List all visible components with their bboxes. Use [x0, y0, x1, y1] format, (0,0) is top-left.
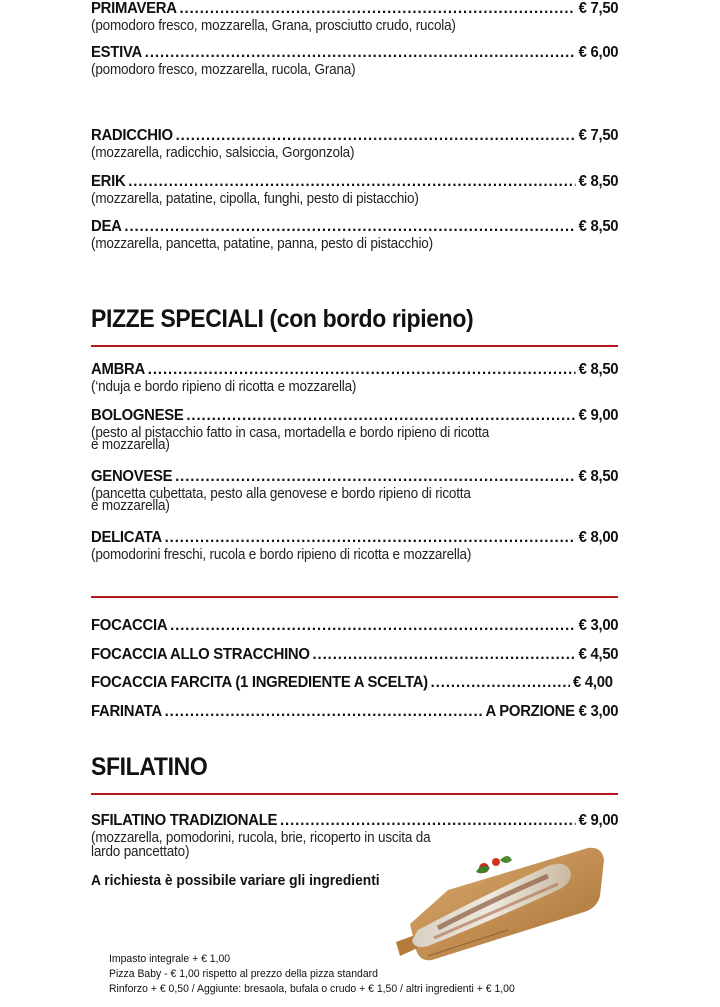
- item-price: € 4,50: [578, 646, 619, 663]
- item-name: FARINATA: [91, 703, 162, 720]
- menu-item-dea: [91, 218, 618, 251]
- item-price: € 9,00: [578, 812, 619, 829]
- item-description: e mozzarella): [91, 436, 170, 453]
- item-description: (mozzarella, patatine, cipolla, funghi, pesto di pistacchio): [91, 190, 419, 207]
- item-price: € 3,00: [578, 617, 619, 634]
- menu-item-radicchio: [91, 127, 618, 160]
- item-price: € 8,00: [578, 529, 619, 546]
- section-divider: [91, 596, 618, 598]
- item-name: FOCACCIA: [91, 617, 168, 634]
- dot-leader: [175, 468, 576, 486]
- footer-note-baby: Pizza Baby - € 1,00 rispetto al prezzo della pizza standard: [109, 968, 378, 980]
- item-price: € 7,50: [578, 0, 619, 17]
- item-name: DEA: [91, 218, 122, 235]
- item-price: A PORZIONE € 3,00: [485, 703, 619, 720]
- menu-item-erik: [91, 173, 618, 206]
- item-price: € 8,50: [578, 218, 619, 235]
- item-name: FOCACCIA ALLO STRACCHINO: [91, 646, 310, 663]
- dot-leader: [165, 703, 483, 721]
- section-title-sfilatino: SFILATINO: [91, 753, 208, 781]
- item-name: FOCACCIA FARCITA (1 INGREDIENTE A SCELTA): [91, 674, 428, 691]
- item-name: PRIMAVERA: [91, 0, 177, 17]
- item-description: (pancetta cubettata, pesto alla genovese e bordo ripieno di ricotta: [91, 485, 471, 502]
- menu-item-genovese: [91, 468, 618, 513]
- item-price: € 4,00: [573, 674, 613, 691]
- ingredients-note: A richiesta è possibile variare gli ingredienti: [91, 872, 380, 889]
- dot-leader: [148, 361, 576, 379]
- menu-item-delicata: [91, 529, 618, 562]
- menu-item-estiva: [91, 44, 618, 77]
- section-divider: [91, 345, 618, 347]
- item-price: € 8,50: [578, 173, 619, 190]
- dot-leader: [280, 812, 576, 830]
- item-description: (mozzarella, pomodorini, rucola, brie, ricoperto in uscita da: [91, 829, 431, 846]
- item-description: (pomodorini freschi, rucola e bordo ripieno di ricotta e mozzarella): [91, 546, 472, 563]
- dot-leader: [431, 674, 571, 692]
- item-price: € 9,00: [578, 407, 619, 424]
- item-name: BOLOGNESE: [91, 407, 184, 424]
- menu-item-bolognese: [91, 407, 618, 452]
- item-name: ESTIVA: [91, 44, 142, 61]
- dot-leader: [145, 44, 576, 62]
- item-name: AMBRA: [91, 361, 145, 378]
- item-price: € 8,50: [578, 468, 619, 485]
- footer-notes: [109, 952, 515, 997]
- item-description: lardo pancettato): [91, 843, 190, 860]
- item-description: e mozzarella): [91, 497, 170, 514]
- item-description: (‘nduja e bordo ripieno di ricotta e mozzarella): [91, 378, 357, 395]
- item-name: SFILATINO TRADIZIONALE: [91, 812, 278, 829]
- footer-note-integrale: Impasto integrale + € 1,00: [109, 953, 231, 965]
- section-divider: [91, 793, 618, 795]
- dot-leader: [312, 646, 575, 664]
- item-description: (pesto al pistacchio fatto in casa, mortadella e bordo ripieno di ricotta: [91, 424, 490, 441]
- menu-item-primavera: [91, 0, 618, 33]
- section-title-pizze-speciali: PIZZE SPECIALI (con bordo ripieno): [91, 305, 474, 333]
- item-name: RADICCHIO: [91, 127, 173, 144]
- item-description: (pomodoro fresco, mozzarella, Grana, prosciutto crudo, rucola): [91, 17, 456, 34]
- dot-leader: [165, 529, 576, 547]
- menu-item-ambra: [91, 361, 618, 394]
- item-price: € 8,50: [578, 361, 619, 378]
- dot-leader: [176, 127, 576, 145]
- menu-item-focaccia-stracchino: [91, 646, 618, 664]
- sfilatino-photo: [388, 838, 606, 968]
- item-description: (pomodoro fresco, mozzarella, rucola, Grana): [91, 61, 356, 78]
- item-name: ERIK: [91, 173, 126, 190]
- dot-leader: [128, 173, 576, 191]
- menu-item-farinata: [91, 703, 618, 721]
- dot-leader: [179, 0, 575, 18]
- menu-item-focaccia-farcita: [91, 674, 613, 692]
- item-description: (mozzarella, radicchio, salsiccia, Gorgonzola): [91, 144, 355, 161]
- dot-leader: [186, 407, 575, 425]
- item-price: € 7,50: [578, 127, 619, 144]
- item-description: (mozzarella, pancetta, patatine, panna, pesto di pistacchio): [91, 235, 433, 252]
- item-name: DELICATA: [91, 529, 162, 546]
- item-price: € 6,00: [578, 44, 619, 61]
- menu-item-focaccia: [91, 617, 618, 635]
- footer-note-aggiunte: Rinforzo + € 0,50 / Aggiunte: bresaola, bufala o crudo + € 1,50 / altri ingredienti + € 1,00: [109, 983, 515, 995]
- item-name: GENOVESE: [91, 468, 173, 485]
- dot-leader: [124, 218, 575, 236]
- dot-leader: [170, 617, 576, 635]
